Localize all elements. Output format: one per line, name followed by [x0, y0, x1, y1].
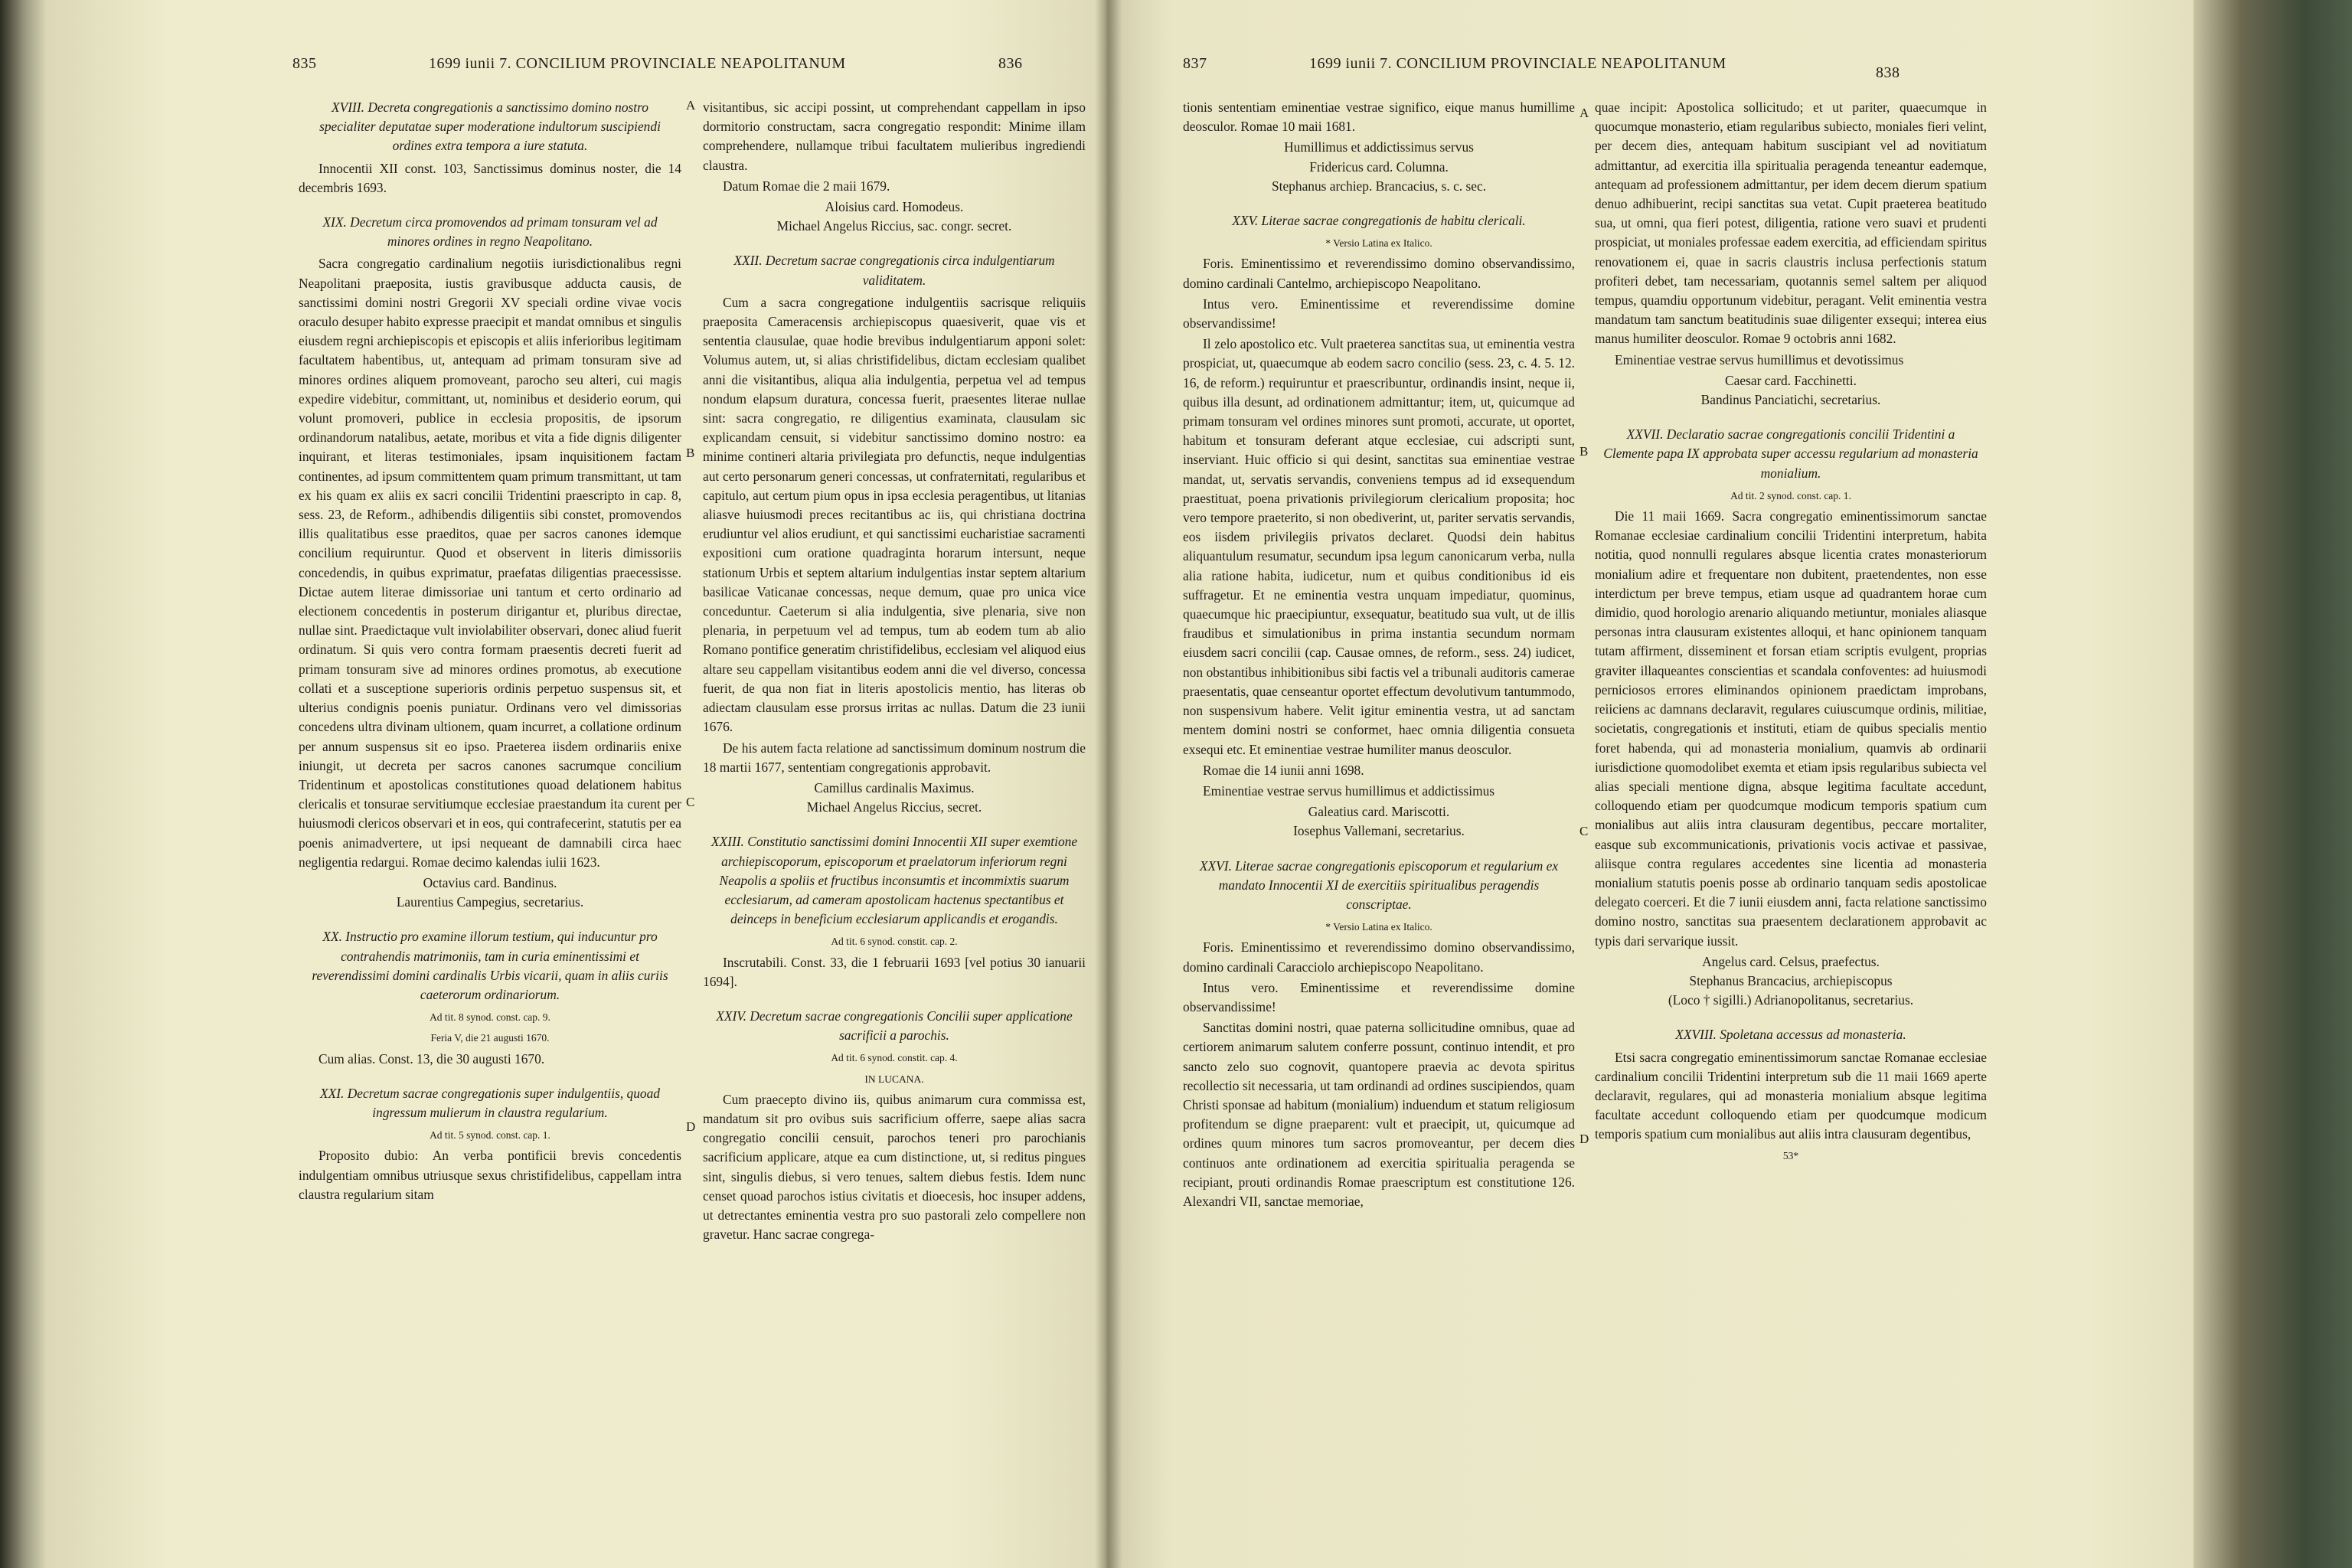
reference-note: * Versio Latina ex Italico. — [1325, 237, 1432, 250]
signature-line: Aloisius card. Homodeus. — [825, 199, 964, 215]
text-column — [1595, 98, 1987, 1545]
margin-letter: C — [1579, 824, 1589, 838]
running-head: 1699 iunii 7. CONCILIUM PROVINCIALE NEAPOLITANUM — [1309, 55, 1726, 72]
paragraph: Intus vero. Eminentissime et reverendissime domine observandissime! — [1183, 979, 1575, 1014]
section-heading: XXIII. Constitutio sanctissimi domini Innocentii XII super exemtione archiepiscoporum, episcoporum et praelatorum inferiorum regni Neapolis a spoliis et fructibus inconsumtis et incommixtis suarum ecclesiarum, ad cameram apostolicam hactenus spectantibus et deinceps in beneficium ecclesiarum applicandis et erogandis. — [710, 834, 1078, 927]
paragraph: Datum Romae die 2 maii 1679. — [723, 178, 890, 194]
section-heading: XIX. Decretum circa promovendos ad primam tonsuram vel ad minores ordines in regno Neapolitano. — [322, 214, 658, 250]
paragraph: Cum praecepto divino iis, quibus animarum cura commissa est, mandatum sit pro ovibus suis sacrificium offerre, saepe alias sacra congregatio concilii censuit, parochos teneri pro parochianis sacrificium applicare, atque ea cum distinctione, ut, si reditus pingues sint, singulis diebus, si vero tenues, saltem diebus festis. Idem nunc censet quoad parochos istius civitatis et dioecesis, hoc insuper addens, ut detrectantes eminentia vestra pro suo pastorali zelo compellere non gravetur. Hanc sacrae congrega- — [703, 1091, 1086, 1243]
reference-note: IN LUCANA. — [864, 1073, 924, 1085]
signature-line: Iosephus Vallemani, secretarius. — [1293, 823, 1465, 839]
paragraph: Proposito dubio: An verba pontificii brevis concedentis indulgentiam omnibus utriusque sexus christifidelibus, cappellam intra claustra regularium sitam — [299, 1148, 681, 1202]
margin-letter: B — [686, 446, 695, 460]
margin-letter: A — [1579, 106, 1589, 120]
margin-letter: D — [1579, 1132, 1589, 1146]
paragraph: Foris. Eminentissimo et reverendissimo domino observandissimo, domino cardinali Caracciolo archiepiscopo Neapolitano. — [1183, 939, 1575, 975]
signature-line: Michael Angelus Riccius, sac. congr. secret. — [776, 218, 1012, 234]
signature-line: (Loco † sigilli.) Adrianopolitanus, secretarius. — [1668, 992, 1914, 1008]
signature-line: Stephanus archiep. Brancacius, s. c. sec. — [1271, 178, 1487, 194]
signature-line: Camillus cardinalis Maximus. — [814, 779, 975, 795]
reference-note: * Versio Latina ex Italico. — [1325, 921, 1432, 933]
page-number: 837 — [1183, 55, 1207, 72]
paragraph: Die 11 maii 1669. Sacra congregatio eminentissimorum sanctae Romanae ecclesiae cardinalium concilii Tridentini interpretum, habita notitia, quod nonnulli regulares absque licentia crates monasteriorum monialium adire et frequentare non dubitent, praetendentes, non esse interdictum per breve tempus, etiam usque ad quadrantem horae cum dimidio, quod horologio arenario aliquando metiuntur, moniales aliasque personas intra clausuram existentes alloqui, et hanc opinionem tanquam tutam affirment, disseminent et forsan etiam scriptis evulgent, proprias graviter illaqueantes conscientias et scandala confoventes: ad huiusmodi perniciosos errores eliminandos opinionem praedictam improbans, reiiciens ac damnans declaravit, regulares cuiuscumque ordinis, militiae, societatis, congregationis et instituti, etiam de quibus specialis mentio foret habenda, qui ad monasteria monialium, quamvis ab ordinarii iurisdictione quomodolibet exemta et etiam ipsis regularibus subiecta vel alias speciali mentione digna, absque legitima facultate accedunt, colloquendo etiam per quodcumque modicum temporis spatium cum monialibus aut aliis intra clausuram degentibus, peccare mortaliter, easque sub excommunicationis, privationis vocis activae et passivae, aliisque contra regulares accedentes sine licentia ad monasteria monialium statutis poenis posse ab ordinario tanquam sedis apostolicae delegato coerceri. Et die 7 iunii eiusdem anni, facta relatione sanctissimo domino nostro, sanctitas sua praesentem declarationem approbavit ac typis dari servarique iussit. — [1595, 508, 1987, 949]
text-column — [299, 98, 681, 1545]
paragraph: Sacra congregatio cardinalium negotiis iurisdictionalibus regni Neapolitani praeposita, iustis gravibusque adducta causis, de sanctissimi domini nostri Gregorii XV speciali ordine vivae vocis oraculo desuper habito expresse praecipit et mandat omnibus et singulis eiusdem regni archiepiscopis et episcopis et aliis inferioribus legitimam facultatem habentibus, ut, antequam ad primam tonsuram sive ad minores ordines aliquem promoveant, parocho seu alteri, cui magis expedire videbitur, committant, ut, nominibus et desiderio eorum, qui volunt promoveri, publice in ecclesia propositis, de ipsorum ordinandorum natalibus, aetate, moribus et vita a fide dignis diligenter inquirant, et literas testimoniales, ipsam inquisitionem factam continentes, ad ipsum committentem quam primum transmittant, ut tam ex his quam ex aliis ex sacri concilii Tridentini praescripto in cap. 8, sess. 23, de Reform., adhibendis diligentiis sibi constet, promovendos illis qualitatibus esse praeditos, quae per sacros canones idemque concilium requiruntur. Quod et observent in literis dimissoriis concedendis, in quibus exprimatur, praefatas diligentias praecessisse. Dictae autem literae dimissoriae uni tantum et certo ordinario ad electionem concedentis in posterum dirigantur et, pluribus directae, nullae sint. Praedictaque vult inviolabiliter observari, donec aliud fuerit ordinatum. Si quis vero contra formam praesentis decreti fuerit ad primam tonsuram sive ad minores ordines promotus, ab executione collati et a susceptione superioris ordinis perpetuo suspensus sit, et ulterius condignis poenis puniatur. Ordinans vero vel dimissorias concedens ultra divinam ultionem, quam incurret, a collatione ordinum per annum suspensus sit eo ipso. Praeterea iisdem ordinariis enixe iniungit, ut decreta per sacros canones sacrumque concilium Tridentinum et apostolicas constitutiones quoad delationem habitus clericalis et tonsurae servitiumque ecclesiae praestandum ita curent per huiusmodi clericos observari et in eos, qui contrafecerint, statutis per ea poenis animadvertere, ut ipsi nequeant de damnabili circa haec negligentia redargui. Romae decimo kalendas iulii 1623. — [299, 256, 681, 870]
reference-note: Ad tit. 8 synod. const. cap. 9. — [430, 1011, 550, 1024]
margin-letter: A — [686, 98, 696, 113]
page-number: 836 — [998, 55, 1023, 72]
right-page — [1106, 0, 2194, 1568]
margin-letter: D — [686, 1119, 696, 1134]
reference-note: Ad tit. 2 synod. const. cap. 1. — [1730, 489, 1851, 501]
signature-line: Caesar card. Facchinetti. — [1725, 372, 1857, 388]
paragraph: Sanctitas domini nostri, quae paterna sollicitudine omnibus, quae ad certiorem animarum salutem conferre possunt, continuo intendit, et pro sancto zelo suo cognovit, quantopere praevia ac devota spiritus recollectio sit necessaria, ut tam ordinandi ad ordines suscipiendos, quam Christi sponsae ad habitum (monialium) induendum et statum religiosum profitendum se digne praeparent: vult et praecipit, ut, quicumque ad ordines quum minores tum sacros promoveantur, per decem dies continuos ante ordinationem ad exercitia spiritualia peragenda se recipiant, prouti ordinandis Romae praescriptum est constitutione 126. Alexandri VII, sanctae memoriae, — [1183, 1020, 1575, 1209]
paragraph: Il zelo apostolico etc. Vult praeterea sanctitas sua, ut eminentia vestra prospiciat, ut, quaecumque ab eodem sacro concilio (sess. 23, c. 4. 5. 12. 16, de reform.) requiruntur et praescribuntur, ordinandis insint, neque ii, quibus illa desunt, ad ordinationem admittantur; item, ut, quicumque ad primam tonsuram vel ordines minores sunt promoti, accurate, ut oportet, habitum et tonsuram deferant atque ecclesiae, cui adscripti sunt, inserviant. Huic officio si qui desint, sanctitas sua eminentiae vestrae mandat, ut, servatis servandis, conveniens tempus ad id exsequendum praestituat, poena privationis privilegiorum clericalium proposita; hoc vero tempore praeterito, si non obediverint, ut, pariter servatis servandis, eos iisdem privilegiis privatos declaret. Quodsi dein habitus aliquantulum resumatur, secundum ipsa legum canonicarum verba, nulla alia ratione habita, iudicetur, num et quibus conditionibus id eis suffragetur. Et ne eminentia vestra unquam impediatur, quominus, quaecumque hic praecipiuntur, exsequatur, beatitudo sua vult, ut de illis fraudibus et simulationibus in prima instantia secundum normam eiusdem sacri concilii (cap. Causae omnes, de reform., sess. 24) iudicet, non obstantibus inhibitionibus sibi factis vel a tribunali auditoris camerae praesentatis, quae censeantur oportet effectum devolutivum tantummodo, non suspensivum habere. Velit igitur eminentia vestra, ut ad sanctam mentem domini nostri se conformet, haec omnia diligentia consueta exsequi etc. Et eminentiae vestrae humiliter manus deosculor. — [1183, 336, 1575, 757]
paragraph: quae incipit: Apostolica sollicitudo; et ut pariter, quaecumque in quocumque monasterio, etiam regularibus subiecto, moniales fieri velint, per decem dies, antequam habitum suscipiant vel ad novitiatum admittantur, ad exercitia illa spiritualia peragenda teneantur eademque, antequam ad professionem admittantur, per idem decem dierum spatium denuo adhibuerint, recipi sanctitas sua vetat. Cupit praeterea beatitudo sua, ut omni, qua fieri potest, diligentia, ratione vero suavi et prudenti prospiciat, ut moniales professae eadem exercitia, ad efficiendam spiritus renovationem ei, quae in sacris claustris inclusa perfectionis statum profiteri debet, tam necessariam, quotannis semel saltem per aliquod tempus, quamdiu opportunum videbitur, peragant. Velit eminentia vestra mandatum tam sanctum beatitudinis suae diligenter exsequi; interea eius manus humiliter deosculor. Romae 9 octobris anni 1682. — [1595, 100, 1987, 347]
signature-line: Bandinus Panciatichi, secretarius. — [1700, 392, 1881, 408]
reference-note: Ad tit. 6 synod. constit. cap. 2. — [831, 936, 958, 948]
signature-line: Stephanus Brancacius, archiepiscopus — [1689, 972, 1893, 988]
section-heading: XXVI. Literae sacrae congregationis episcoporum et regularium ex mandato Innocentii XI de exercitiis spiritualibus peragendis conscriptae. — [1199, 858, 1559, 912]
signature-line: Octavius card. Bandinus. — [423, 874, 557, 890]
left-page — [46, 0, 1106, 1568]
margin-letter: B — [1579, 444, 1589, 459]
page-number: 835 — [292, 55, 317, 72]
paragraph: Inscrutabili. Const. 33, die 1 februarii 1693 [vel potius 30 ianuarii 1694]. — [703, 954, 1086, 989]
section-heading: XXVII. Declaratio sacrae congregationis concilii Tridentini a Clemente papa IX approbata super accessu regularium ad monasteria monialium. — [1603, 426, 1978, 481]
paragraph: Eminentiae vestrae servus humillimus et devotissimus — [1615, 351, 1904, 368]
signature-line: Humillimus et addictissimus servus — [1284, 139, 1474, 155]
section-heading: XXII. Decretum sacrae congregationis circa indulgentiarum validitatem. — [733, 253, 1055, 288]
page-number: 838 — [1876, 64, 1900, 81]
text-column — [1183, 98, 1575, 1545]
section-heading: XXVIII. Spoletana accessus ad monasteria. — [1675, 1027, 1906, 1043]
book-gutter — [1095, 0, 1122, 1568]
paragraph: Eminentiae vestrae servus humillimus et addictissimus — [1203, 782, 1495, 799]
signature-line: Michael Angelus Riccius, secret. — [806, 799, 982, 815]
paragraph: Etsi sacra congregatio eminentissimorum sanctae Romanae ecclesiae cardinalium concilii Tridentini interpretum sub die 11 maii 1669 aperte declaravit, regulares, qui ad monasteria monialium absque legitima facultate accedunt colloquendo etiam per quodcumque modicum temporis spatium cum monialibus aut aliis intra clausuram degentibus, — [1595, 1049, 1987, 1142]
paragraph: Innocentii XII const. 103, Sanctissimus dominus noster, die 14 decembris 1693. — [299, 160, 681, 195]
paragraph: Intus vero. Eminentissime et reverendissime domine observandissime! — [1183, 296, 1575, 332]
text-column — [703, 98, 1086, 1545]
section-heading: XVIII. Decreta congregationis a sanctissimo domino nostro specialiter deputatae super moderatione indultorum suscipiendi ordines extra tempora a iure statuta. — [319, 100, 661, 154]
paragraph: Cum alias. Const. 13, die 30 augusti 1670. — [318, 1050, 545, 1067]
paragraph: tionis sententiam eminentiae vestrae significo, eique manus humillime deosculor. Romae 10 maii 1681. — [1183, 100, 1575, 135]
reference-note: Ad tit. 5 synod. const. cap. 1. — [430, 1129, 550, 1142]
reference-note: 53* — [1782, 1149, 1799, 1161]
paragraph: Foris. Eminentissimo et reverendissimo domino observandissimo, domino cardinali Cantelmo, archiepiscopo Neapolitano. — [1183, 256, 1575, 291]
paragraph: De his autem facta relatione ad sanctissimum dominum nostrum die 18 martii 1677, sententiam congregationis approbavit. — [703, 740, 1086, 775]
signature-line: Laurentius Campegius, secretarius. — [396, 894, 584, 910]
section-heading: XXV. Literae sacrae congregationis de habitu clericali. — [1232, 213, 1526, 229]
section-heading: XXIV. Decretum sacrae congregationis Concilii super applicatione sacrificii a parochis. — [716, 1008, 1073, 1044]
reference-note: Ad tit. 6 synod. constit. cap. 4. — [831, 1052, 958, 1064]
running-head: 1699 iunii 7. CONCILIUM PROVINCIALE NEAPOLITANUM — [429, 55, 846, 72]
paragraph: Romae die 14 iunii anni 1698. — [1203, 762, 1364, 778]
signature-line: Galeatius card. Mariscotti. — [1308, 804, 1450, 820]
book-cover-edge — [2194, 0, 2352, 1568]
book-edge-left — [0, 0, 46, 1568]
signature-line: Angelus card. Celsus, praefectus. — [1702, 953, 1880, 969]
section-heading: XXI. Decretum sacrae congregationis super indulgentiis, quoad ingressum mulierum in claustra regularium. — [319, 1085, 661, 1120]
reference-note: Feria V, die 21 augusti 1670. — [430, 1032, 550, 1044]
paragraph: Cum a sacra congregatione indulgentiis sacrisque reliquiis praeposita Cameracensis archiepiscopus quaesiverit, quae vis et sententia clausulae, quae hodie brevibus indulgentiarum apponi solet: Volumus autem, ut, si alias christifidelibus, dictam ecclesiam qualibet anni die visitantibus, aliqua alia indulgentia, perpetua vel ad tempus nondum elapsum duratura, concessa fuerit, praesentes literae nullae sint: sacra congregatio, re diligentius examinata, clausulam sic explicandam censuit, si videbitur sanctissimo domino nostro: ea minime contineri altaria privilegiata pro defunctis, neque indulgentias aut certo personarum generi concessas, ut confraternitati, regularibus et capitulo, aut certum pium opus in ipsa ecclesia peragentibus, ut litanias aliasve huiusmodi preces recitantibus ac iis, qui christiana doctrina erudiuntur vel alios erudiunt, et qui sanctissimi eucharistiae sacramenti expositioni cum oratione quadraginta horarum intersunt, neque stationum Urbis et septem altarium indulgentias instar septem altarium basilicae Vaticanae concessas, neque demum, quae pro unica vice conceduntur. Caeterum si alia indulgentia, sive plenaria, sive non plenaria, in perpetuum vel ad tempus, tum ab eodem tum ab alio Romano pontifice generatim christifidelibus, ecclesiam vel aliquod eius altare seu cappellam visitantibus eodem anni die vel diverso, concessa fuerit, de qua non fiat in literis apostolicis mentio, has literas ob adiectam clausulam esse prorsus irritas ac nullas. Datum die 23 iunii 1676. — [703, 294, 1086, 735]
signature-line: Fridericus card. Columna. — [1309, 158, 1449, 175]
paragraph: visitantibus, sic accipi possint, ut comprehendant cappellam in ipso dormitorio constructam, sacra congregatio respondit: Minime illam comprehendere, nullamque tribui facultatem mulieribus ingrediendi claustra. — [703, 100, 1086, 173]
margin-letter: C — [686, 795, 695, 809]
section-heading: XX. Instructio pro examine illorum testium, qui inducuntur pro contrahendis matrimoniis, tam in curia eminentissimi et reverendissimi domini cardinalis Urbis vicarii, quam in aliis curiis caeterorum ordinariorum. — [312, 929, 668, 1002]
